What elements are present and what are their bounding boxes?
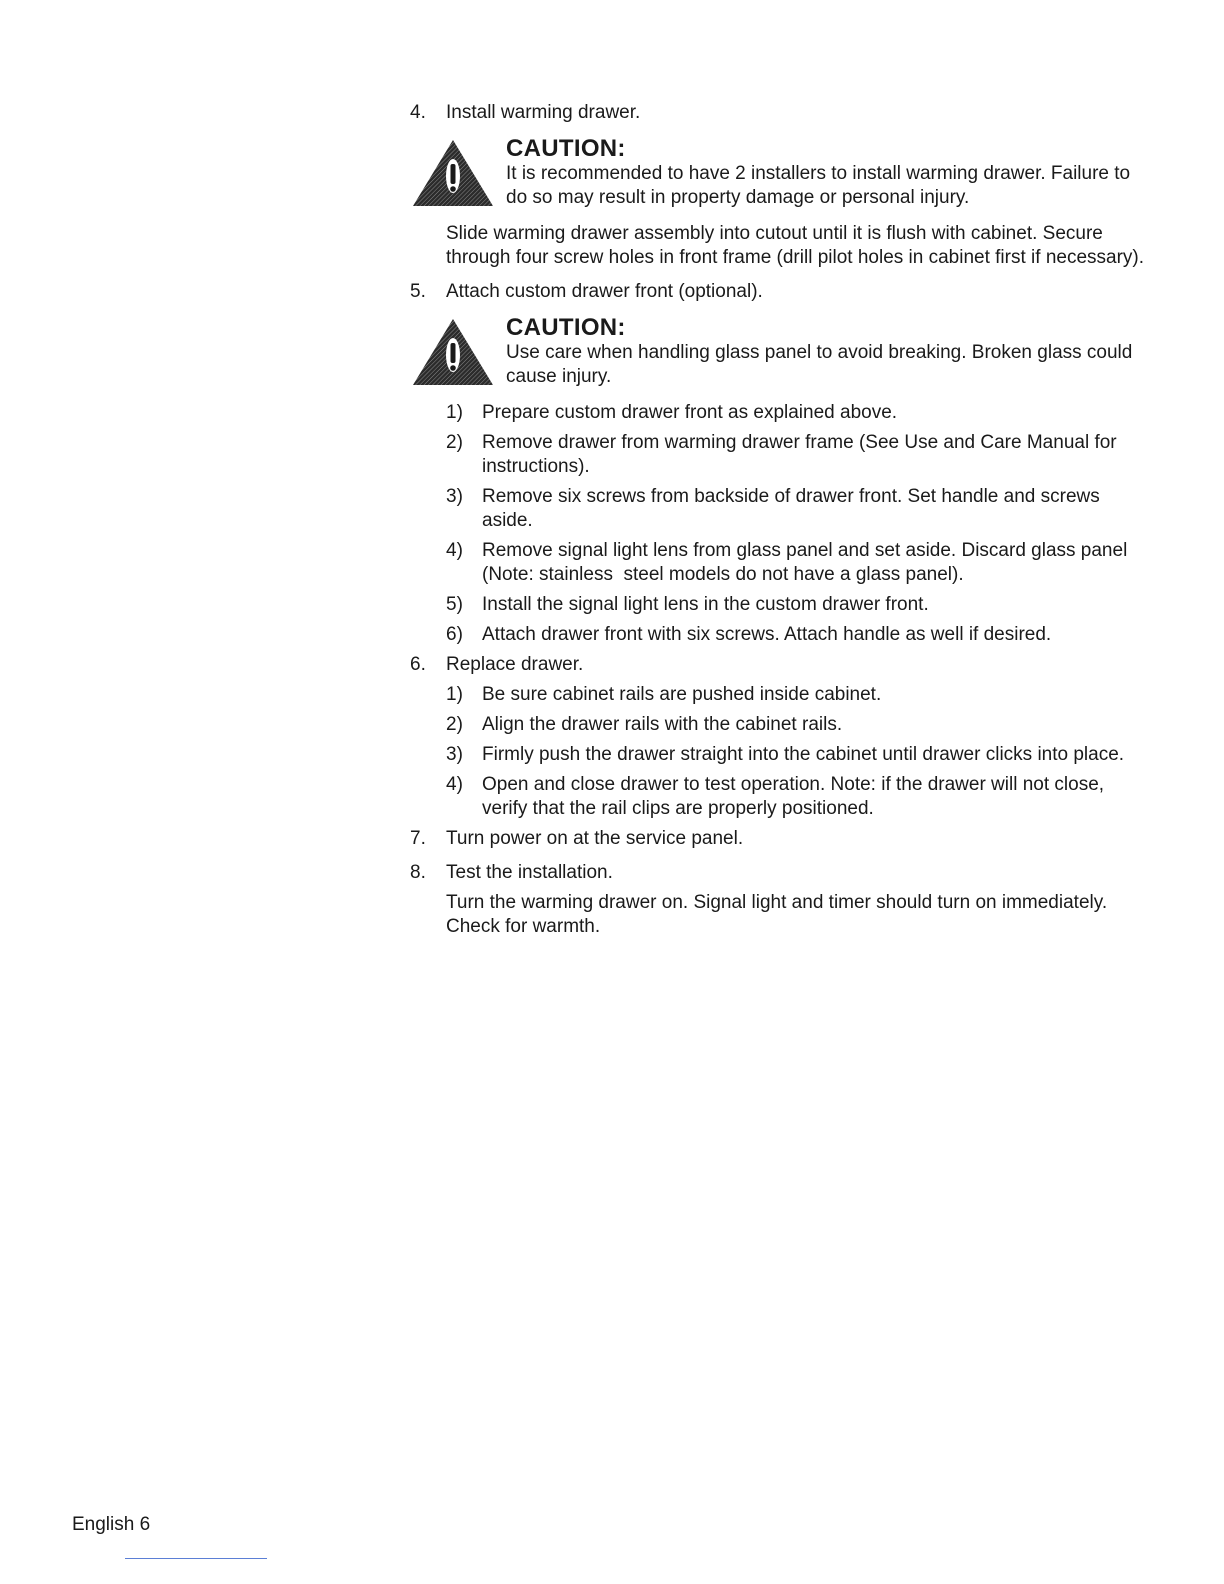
step-number: 6. xyxy=(410,654,426,675)
substep-number: 1) xyxy=(446,402,463,423)
substep-text: Firmly push the drawer straight into the cabinet until drawer clicks into place. xyxy=(482,744,1125,765)
substep xyxy=(446,683,1150,707)
substep-text: Install the signal light lens in the custom drawer front. xyxy=(482,594,929,615)
step-6 xyxy=(410,653,1150,821)
step-number: 5. xyxy=(410,281,426,302)
step-title: Attach custom drawer front (optional). xyxy=(446,281,763,302)
substep xyxy=(446,485,1150,533)
substep-text: Align the drawer rails with the cabinet rails. xyxy=(482,714,843,735)
substep xyxy=(446,713,1150,737)
substep-text: Attach drawer front with six screws. Attach handle as well if desired. xyxy=(482,624,1052,645)
page-footer-label: English 6 xyxy=(72,1514,151,1535)
substep xyxy=(446,773,1150,821)
step-title: Replace drawer. xyxy=(446,654,584,675)
substep-number: 5) xyxy=(446,594,463,615)
substep xyxy=(446,539,1150,587)
caution-heading: CAUTION: xyxy=(506,135,626,162)
substep xyxy=(446,623,1150,647)
instruction-content xyxy=(410,101,1150,949)
warning-triangle-icon xyxy=(411,317,495,387)
caution-text: Use care when handling glass panel to avoid breaking. Broken glass could cause injury. xyxy=(506,342,1133,387)
substep-text: Open and close drawer to test operation. Note: if the drawer will not close, verify that the rail clips are properly positioned. xyxy=(482,774,1105,819)
step-number: 7. xyxy=(410,828,426,849)
step-paragraph: Turn the warming drawer on. Signal light and timer should turn on immediately. Check for warmth. xyxy=(446,892,1108,937)
caution-block xyxy=(410,136,1150,210)
substep xyxy=(446,431,1150,479)
substep-number: 2) xyxy=(446,714,463,735)
step-number: 8. xyxy=(410,862,426,883)
step-5 xyxy=(410,280,1150,647)
step-number: 4. xyxy=(410,102,426,123)
substep-number: 1) xyxy=(446,684,463,705)
step-title: Test the installation. xyxy=(446,862,613,883)
step-title: Turn power on at the service panel. xyxy=(446,828,744,849)
substep-list xyxy=(446,401,1150,647)
substep-number: 2) xyxy=(446,432,463,453)
substep xyxy=(446,743,1150,767)
footer-rule xyxy=(125,1558,267,1559)
substep xyxy=(446,401,1150,425)
substep-text: Remove six screws from backside of drawer front. Set handle and screws aside. xyxy=(482,486,1100,531)
step-7 xyxy=(410,827,1150,851)
substep-text: Prepare custom drawer front as explained above. xyxy=(482,402,898,423)
substep-number: 4) xyxy=(446,774,463,795)
substep-number: 3) xyxy=(446,744,463,765)
caution-heading: CAUTION: xyxy=(506,314,626,341)
warning-triangle-icon xyxy=(411,138,495,208)
step-paragraph: Slide warming drawer assembly into cutout until it is flush with cabinet. Secure through four screw holes in front frame (drill pilot holes in cabinet first if necessary). xyxy=(446,223,1145,268)
caution-block xyxy=(410,315,1150,389)
substep-text: Be sure cabinet rails are pushed inside cabinet. xyxy=(482,684,882,705)
substep-list xyxy=(446,683,1150,821)
step-8 xyxy=(410,861,1150,939)
step-title: Install warming drawer. xyxy=(446,102,641,123)
substep-text: Remove drawer from warming drawer frame (See Use and Care Manual for instructions). xyxy=(482,432,1117,477)
substep-text: Remove signal light lens from glass panel and set aside. Discard glass panel (Note: stainless steel models do not have a glass panel). xyxy=(482,540,1133,585)
substep-number: 6) xyxy=(446,624,463,645)
substep xyxy=(446,593,1150,617)
substep-number: 4) xyxy=(446,540,463,561)
caution-text: It is recommended to have 2 installers to install warming drawer. Failure to do so may result in property damage or personal injury. xyxy=(506,163,1131,208)
step-4 xyxy=(410,101,1150,270)
substep-number: 3) xyxy=(446,486,463,507)
